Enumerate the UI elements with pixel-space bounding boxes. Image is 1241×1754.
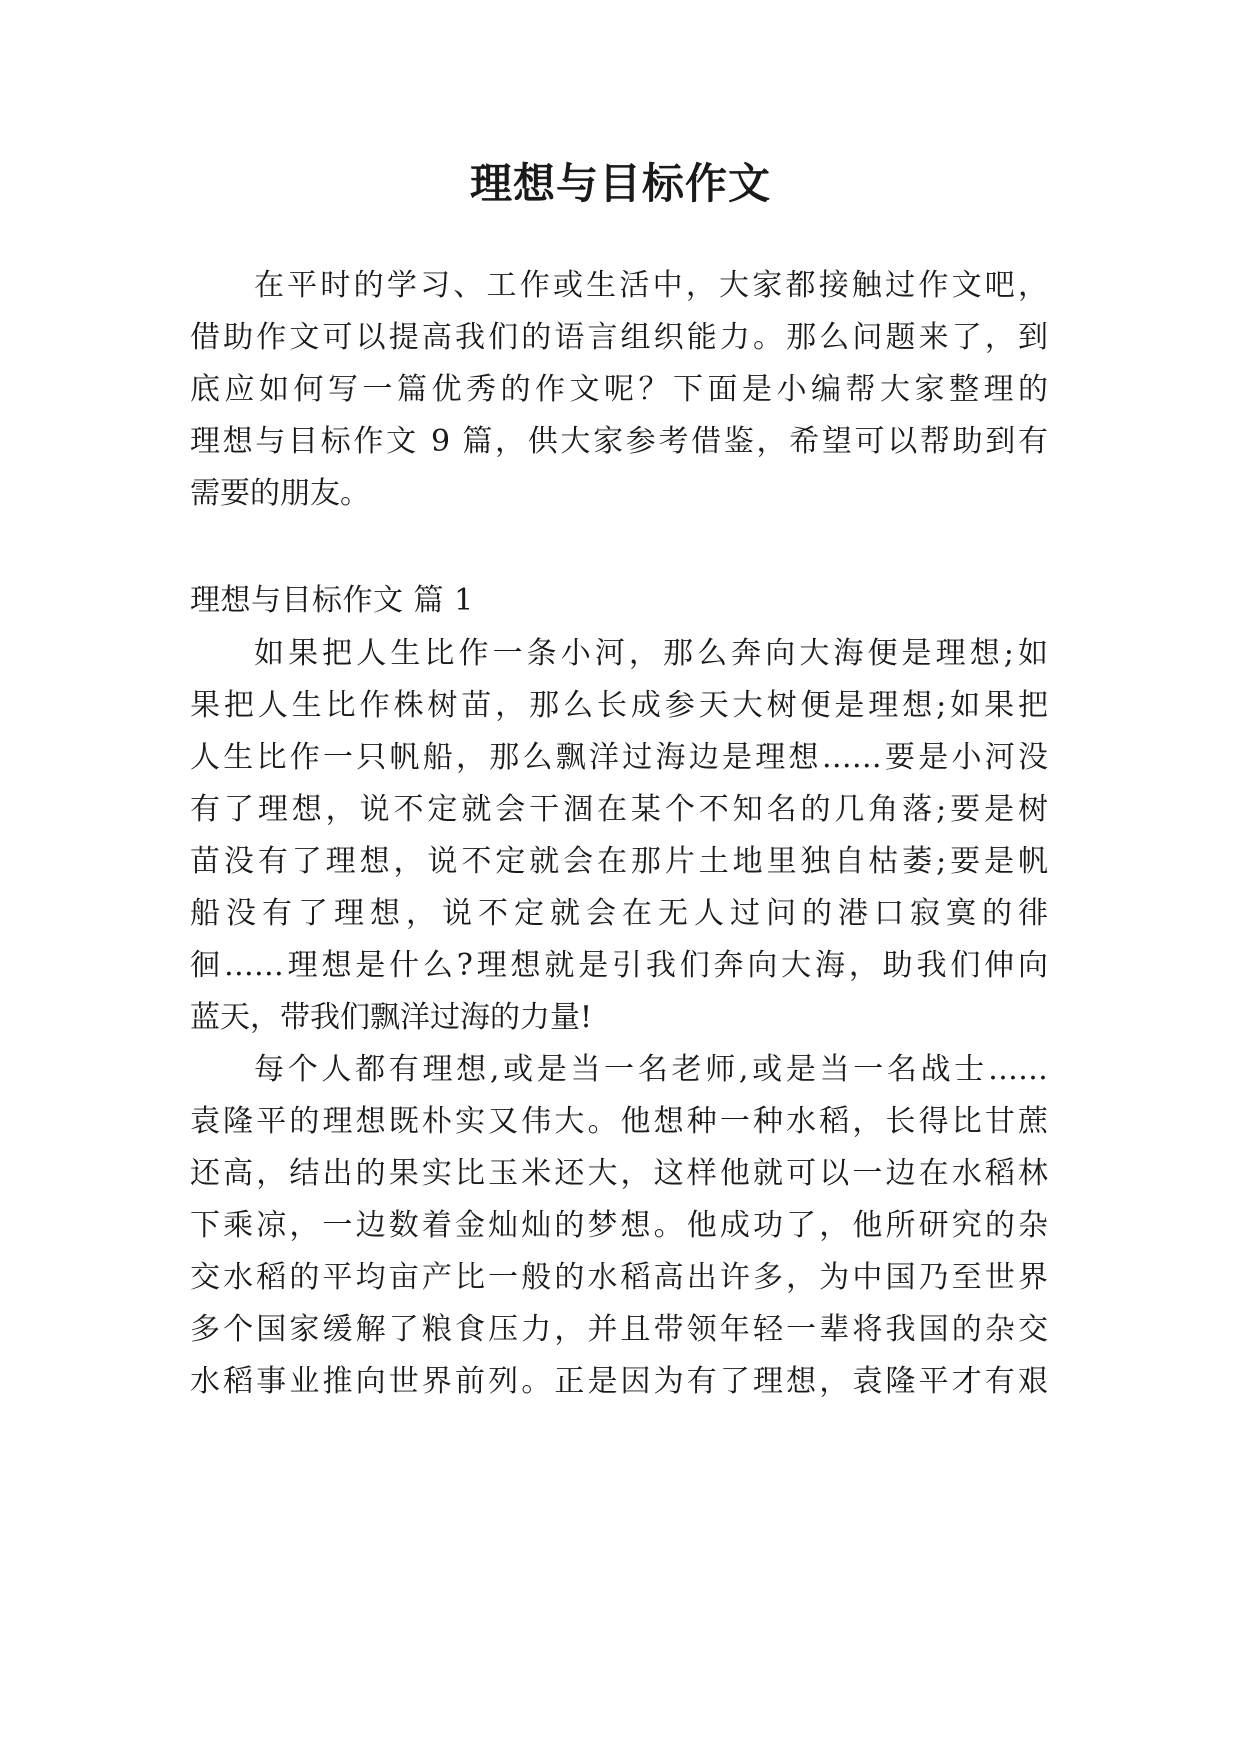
paragraph-line: 蓝天，带我们飘洋过海的力量! [190, 1000, 593, 1035]
paragraph-line: 苗没有了理想，说不定就会在那片土地里独自枯萎;要是帆 [190, 844, 1048, 879]
intro-line: 底应如何写一篇优秀的作文呢？下面是小编帮大家整理的 [190, 372, 1048, 407]
paragraph-line: 还高，结出的果实比玉米还大，这样他就可以一边在水稻林 [190, 1156, 1048, 1191]
intro-line: 理想与目标作文 9 篇，供大家参考借鉴，希望可以帮助到有 [190, 424, 1048, 459]
paragraph-line: 交水稻的平均亩产比一般的水稻高出许多，为中国乃至世界 [190, 1260, 1048, 1295]
paragraph-line: 船没有了理想，说不定就会在无人过问的港口寂寞的徘 [190, 896, 1048, 931]
paragraph-line: 下乘凉，一边数着金灿灿的梦想。他成功了，他所研究的杂 [190, 1208, 1048, 1243]
intro-line: 在平时的学习、工作或生活中，大家都接触过作文吧， [254, 268, 1048, 303]
document-title: 理想与目标作文 [469, 159, 771, 208]
paragraph-line: 徊……理想是什么?理想就是引我们奔向大海，助我们伸向 [190, 948, 1048, 983]
paragraph-line: 每个人都有理想,或是当一名老师,或是当一名战士…… [254, 1052, 1048, 1087]
paragraph-line: 水稻事业推向世界前列。正是因为有了理想，袁隆平才有艰 [190, 1364, 1048, 1399]
section-heading: 理想与目标作文 篇 1 [190, 583, 474, 618]
paragraph-line: 如果把人生比作一条小河，那么奔向大海便是理想;如 [254, 636, 1048, 671]
paragraph-line: 多个国家缓解了粮食压力，并且带领年轻一辈将我国的杂交 [190, 1312, 1048, 1347]
intro-line: 需要的朋友。 [190, 476, 370, 511]
paragraph-line: 人生比作一只帆船，那么飘洋过海边是理想……要是小河没 [190, 740, 1048, 775]
paragraph-line: 果把人生比作株树苗，那么长成参天大树便是理想;如果把 [190, 688, 1048, 723]
paragraph-line: 袁隆平的理想既朴实又伟大。他想种一种水稻，长得比甘蔗 [190, 1104, 1048, 1139]
paragraph-line: 有了理想，说不定就会干涸在某个不知名的几角落;要是树 [190, 792, 1048, 827]
intro-line: 借助作文可以提高我们的语言组织能力。那么问题来了，到 [190, 320, 1048, 355]
